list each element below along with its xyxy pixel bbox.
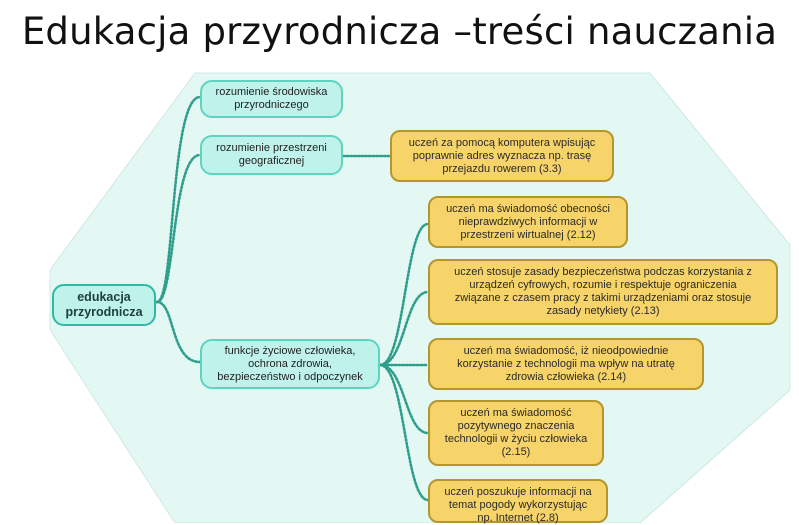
slide-title: Edukacja przyrodnicza –treści nauczania bbox=[21, 10, 778, 53]
branch-node-health-safety[interactable] bbox=[200, 339, 380, 389]
leaf-node-2-15[interactable] bbox=[428, 400, 604, 466]
branch-label: rozumienie środowiska przyrodniczego bbox=[215, 86, 328, 111]
leaf-label: uczeń ma świadomość pozytywnego znaczenia technologii w życiu człowieka (2.15) bbox=[444, 407, 588, 458]
leaf-label: uczeń poszukuje informacji na temat pogody wykorzystując np. Internet (2.8) bbox=[444, 486, 592, 524]
leaf-node-route-3-3[interactable] bbox=[390, 130, 614, 182]
branch-label: funkcje życiowe człowieka, ochrona zdrowia, bezpieczeństwo i odpoczynek bbox=[217, 344, 363, 383]
root-node[interactable] bbox=[52, 284, 156, 326]
branch-node-environment[interactable] bbox=[200, 80, 343, 118]
branch-label: rozumienie przestrzeni geograficznej bbox=[216, 142, 327, 167]
leaf-label: uczeń stosuje zasady bezpieczeństwa podczas korzystania z urządzeń cyfrowych, rozumie i respektuje ograniczenia związane z czasem pracy z takimi urządzeniami oraz stosuje zasady netykiety (2.13) bbox=[454, 266, 752, 317]
leaf-label: uczeń za pomocą komputera wpisując poprawnie adres wyznacza np. trasę przejazdu rowerem (3.3) bbox=[408, 136, 596, 175]
leaf-node-2-12[interactable] bbox=[428, 196, 628, 248]
root-label: edukacja przyrodnicza bbox=[65, 290, 143, 319]
branch-node-geography[interactable] bbox=[200, 135, 343, 175]
leaf-label: uczeń ma świadomość obecności nieprawdziwych informacji w przestrzeni wirtualnej (2.12) bbox=[446, 202, 610, 241]
leaf-node-2-13[interactable] bbox=[428, 259, 778, 325]
leaf-label: uczeń ma świadomość, iż nieodpowiednie korzystanie z technologii ma wpływ na utratę zdrowia człowieka (2.14) bbox=[457, 344, 675, 383]
leaf-node-2-14[interactable] bbox=[428, 338, 704, 390]
leaf-node-2-8[interactable] bbox=[428, 479, 608, 523]
